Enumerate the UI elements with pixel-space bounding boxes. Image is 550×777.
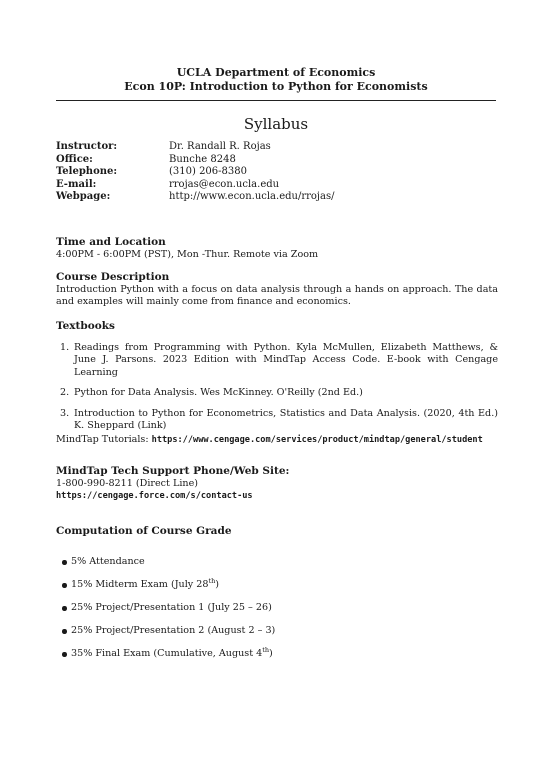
- textbooks-list: [56, 342, 498, 432]
- grade-text: [71, 556, 145, 568]
- textbook-text: Python for Data Analysis. Wes McKinney. O'Reilly (2nd Ed.): [74, 387, 363, 399]
- grade-text-main: 25% Project/Presentation 2 (August 2 – 3): [71, 625, 276, 636]
- email-link[interactable]: rrojas@econ.ucla.edu: [169, 178, 280, 190]
- bullet-icon: [62, 560, 67, 565]
- grade-text-end: ): [269, 648, 273, 659]
- info-row-webpage: [56, 191, 334, 204]
- grade-text-main: 25% Project/Presentation 1 (July 25 – 26): [71, 602, 272, 613]
- time-location-text: 4:00PM - 6:00PM (PST), Mon -Thur. Remote via Zoom: [56, 249, 319, 260]
- course-description-text: Introduction Python with a focus on data analysis through a hands on approach. The data and examples will mainly come from finance and economics.: [56, 284, 498, 308]
- info-row-email: [56, 179, 334, 192]
- instructor-info: [56, 141, 334, 204]
- document-header: [56, 66, 496, 94]
- list-item: [56, 408, 498, 433]
- grade-text-main: 15% Midterm Exam (July 28: [71, 579, 209, 590]
- grade-heading: Computation of Course Grade: [56, 525, 232, 537]
- header-rule: [56, 100, 496, 101]
- list-number: 2.: [60, 387, 70, 399]
- page-title: Syllabus: [243, 115, 309, 133]
- list-item: [56, 342, 498, 379]
- bullet-icon: [62, 652, 67, 657]
- info-value: (310) 206-8380: [169, 166, 247, 178]
- ordinal-suffix: th: [262, 646, 270, 654]
- mindtap-tutorials: [56, 434, 498, 446]
- list-item: [56, 387, 498, 399]
- info-value: Bunche 8248: [169, 153, 236, 165]
- grade-text: [71, 625, 275, 637]
- info-row-office: [56, 154, 334, 167]
- info-label: Office:: [56, 153, 93, 165]
- webpage-link[interactable]: http://www.econ.ucla.edu/rrojas/: [169, 191, 335, 203]
- mindtap-url-link[interactable]: https://www.cengage.com/services/product/mindtap/general/student: [151, 435, 483, 445]
- mindtap-label: MindTap Tutorials:: [56, 434, 152, 445]
- time-location-heading: Time and Location: [56, 236, 166, 248]
- bullet-icon: [62, 629, 67, 634]
- support-url-link[interactable]: https://cengage.force.com/s/contact-us: [56, 491, 253, 501]
- course-description-heading: Course Description: [56, 271, 170, 283]
- support-phone: 1-800-990-8211 (Direct Line): [56, 478, 198, 489]
- textbook-text: Readings from Programming with Python. Kyla McMullen, Elizabeth Matthews, & June J. Parsons. 2023 Edition with MindTap Access Code. E-book with Cengage Learning: [74, 342, 498, 378]
- grade-text: [71, 579, 219, 591]
- info-row-instructor: [56, 141, 334, 154]
- bullet-icon: [62, 606, 67, 611]
- info-label: Instructor:: [56, 141, 118, 152]
- course-title: Econ 10P: Introduction to Python for Economists: [124, 80, 428, 93]
- bullet-icon: [62, 583, 67, 588]
- textbooks-heading: Textbooks: [56, 320, 115, 332]
- grade-text: [71, 602, 272, 614]
- info-label: Telephone:: [56, 166, 118, 178]
- list-number: 3.: [60, 407, 70, 419]
- grade-text-end: ): [215, 579, 220, 590]
- info-label: E-mail:: [56, 178, 97, 190]
- grade-text-main: 5% Attendance: [71, 556, 145, 567]
- info-label: Webpage:: [56, 191, 111, 203]
- info-row-telephone: [56, 166, 334, 179]
- grade-text: [71, 648, 273, 660]
- list-number: 1.: [60, 342, 70, 353]
- info-value: Dr. Randall R. Rojas: [169, 141, 271, 152]
- textbook-text: Introduction to Python for Econometrics, Statistics and Data Analysis. (2020, 4th Ed.) K. Sheppard (Link): [74, 407, 498, 432]
- department-name: UCLA Department of Economics: [176, 66, 376, 79]
- support-heading: MindTap Tech Support Phone/Web Site:: [56, 465, 290, 477]
- ordinal-suffix: th: [208, 577, 216, 585]
- grade-text-main: 35% Final Exam (Cumulative, August 4: [71, 648, 263, 659]
